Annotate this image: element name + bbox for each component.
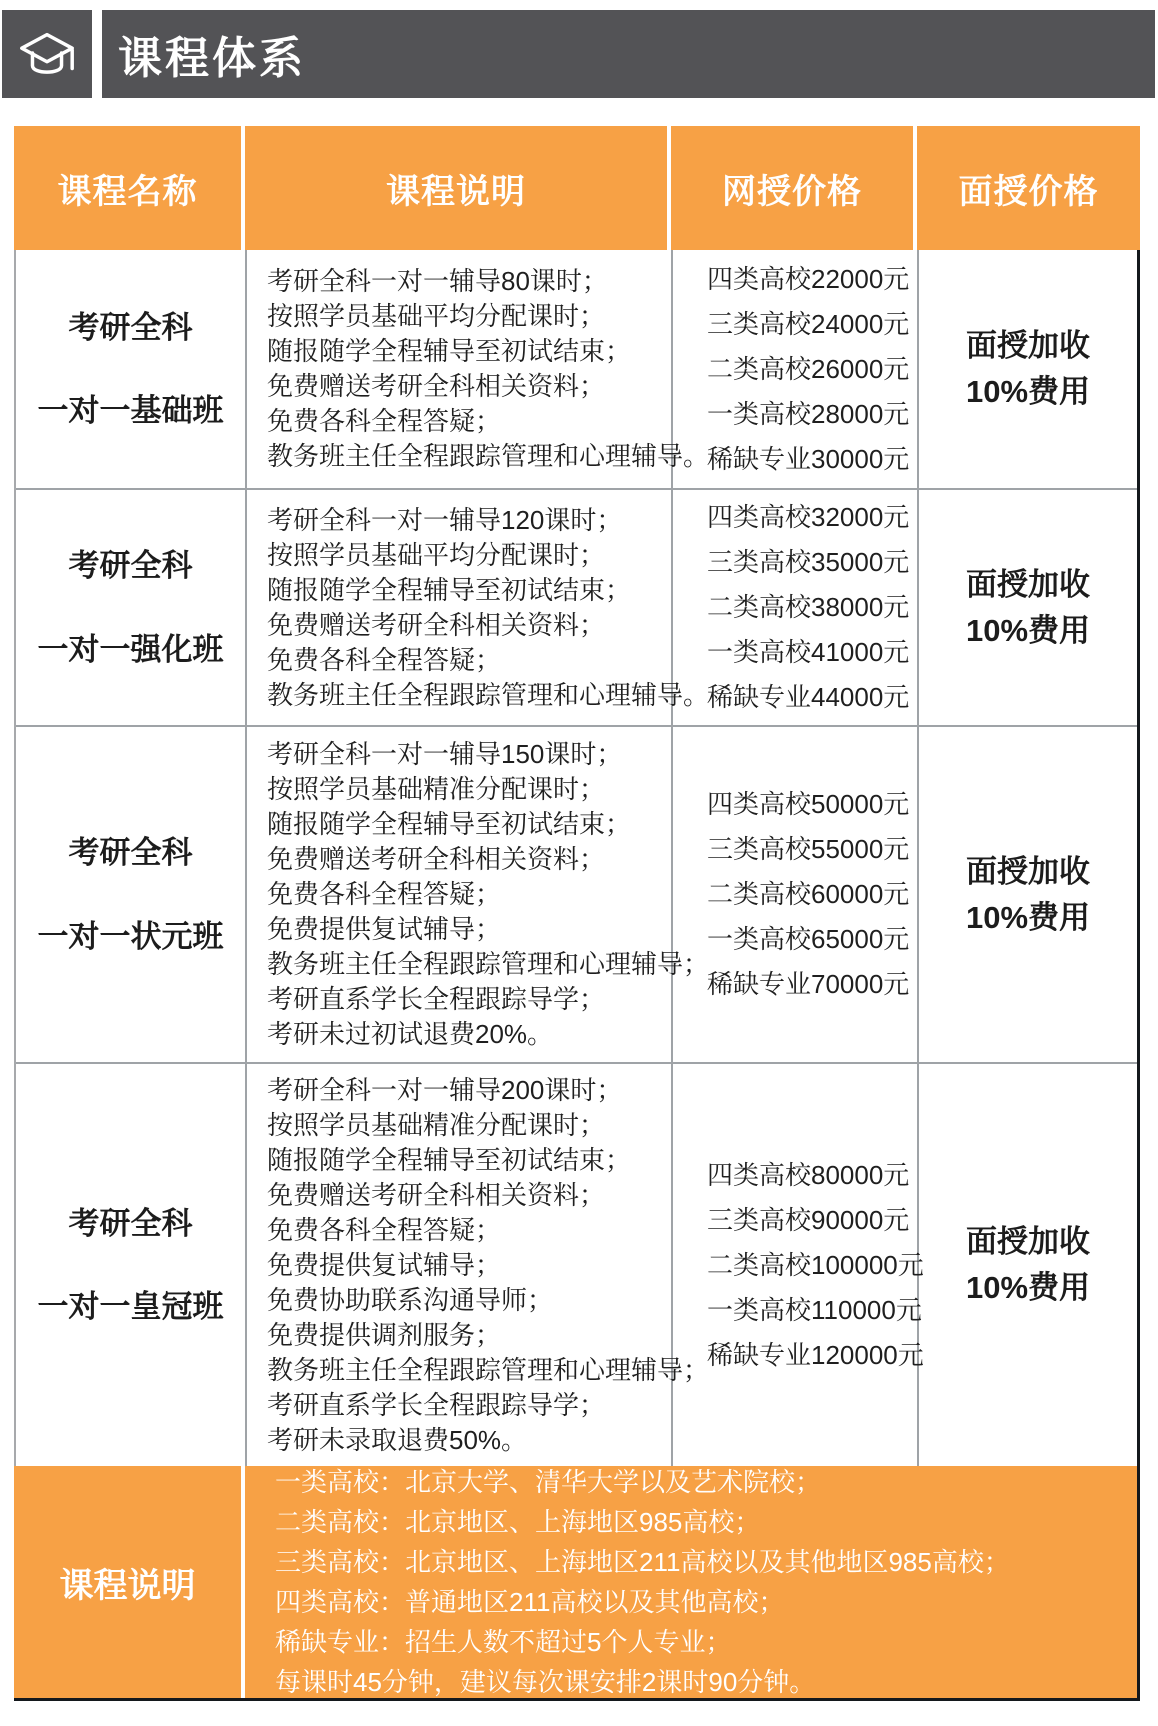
description-line: 考研未过初试退费20%。 — [267, 1019, 554, 1049]
page-title-bar — [102, 10, 1155, 98]
table-footer-row — [14, 1466, 1140, 1701]
description-cell — [247, 490, 710, 725]
description-cell — [247, 1064, 710, 1466]
description-line: 免费赠送考研全科相关资料； — [267, 609, 606, 640]
header-offline-price: 面授价格 — [958, 172, 1099, 211]
course-name-line: 考研全科 — [68, 1205, 193, 1241]
offline-price-line: 10%费用 — [965, 899, 1091, 935]
online-price-cell — [673, 727, 919, 1062]
course-name-line: 考研全科 — [68, 309, 193, 345]
description-line: 随报随学全程辅导至初试结束； — [267, 1144, 632, 1175]
graduation-cap-icon — [2, 10, 92, 98]
description-line: 教务班主任全程跟踪管理和心理辅导。 — [267, 679, 710, 710]
description-line: 考研直系学长全程跟踪导学； — [267, 984, 606, 1014]
graduation-cap-icon-svg — [16, 23, 78, 85]
course-name-line: 考研全科 — [68, 548, 193, 584]
course-table — [14, 126, 1140, 1701]
description-line: 考研全科一对一辅导150课时； — [267, 739, 623, 769]
description-line: 免费协助联系沟通导师； — [267, 1284, 554, 1315]
course-name-line: 一对一皇冠班 — [37, 1289, 224, 1324]
footer-note-line: 每课时45分钟，建议每次课安排2课时90分钟。 — [275, 1667, 816, 1697]
table-body — [14, 250, 1140, 1466]
online-price-line: 二类高校38000元 — [707, 592, 910, 622]
course-name-cell — [16, 490, 247, 725]
course-name-cell — [16, 250, 247, 488]
description-line: 教务班主任全程跟踪管理和心理辅导； — [267, 949, 710, 979]
table-row — [16, 727, 1137, 1064]
description-line: 按照学员基础精准分配课时； — [267, 1109, 606, 1140]
description-line: 按照学员基础平均分配课时； — [267, 301, 606, 331]
header-course-description: 课程说明 — [245, 126, 671, 250]
footer-note-line: 四类高校：普通地区211高校以及其他高校； — [275, 1587, 785, 1617]
online-price-line: 稀缺专业30000元 — [707, 443, 910, 474]
online-price-line: 稀缺专业44000元 — [707, 682, 910, 712]
offline-price-line: 面授加收 — [966, 566, 1090, 602]
course-name-line: 一对一状元班 — [37, 918, 224, 954]
online-price-line: 三类高校35000元 — [707, 547, 910, 577]
online-price-line: 二类高校26000元 — [707, 353, 910, 384]
description-line: 免费赠送考研全科相关资料； — [267, 371, 606, 401]
description-line: 免费赠送考研全科相关资料； — [267, 1179, 606, 1210]
footer-note-line: 稀缺专业：招生人数不超过5个人专业； — [275, 1627, 732, 1657]
description-line: 教务班主任全程跟踪管理和心理辅导。 — [267, 441, 710, 471]
description-line: 免费提供复试辅导； — [267, 914, 502, 944]
description-line: 免费各科全程答疑； — [267, 406, 502, 436]
description-line: 教务班主任全程跟踪管理和心理辅导； — [267, 1354, 710, 1385]
description-cell — [247, 727, 710, 1062]
online-price-cell — [673, 250, 919, 488]
description-line: 考研直系学长全程跟踪导学； — [267, 1389, 606, 1420]
online-price-line: 一类高校28000元 — [707, 398, 910, 429]
online-price-line: 稀缺专业70000元 — [707, 969, 910, 999]
online-price-line: 四类高校22000元 — [707, 263, 910, 294]
description-line: 免费提供调剂服务； — [267, 1319, 502, 1350]
description-line: 考研未录取退费50%。 — [267, 1424, 528, 1455]
course-name-line: 一对一基础班 — [37, 393, 224, 428]
online-price-line: 三类高校55000元 — [707, 834, 910, 864]
description-line: 随报随学全程辅导至初试结束； — [267, 809, 632, 839]
table-header-row — [14, 126, 1140, 250]
description-cell — [247, 250, 710, 488]
online-price-line: 三类高校90000元 — [707, 1204, 910, 1235]
description-line: 随报随学全程辅导至初试结束； — [267, 336, 632, 366]
offline-price-cell — [919, 1064, 1137, 1466]
online-price-line: 稀缺专业120000元 — [707, 1339, 924, 1370]
footer-label: 课程说明 — [14, 1466, 245, 1698]
online-price-line: 一类高校65000元 — [707, 924, 910, 954]
course-name-line: 一对一强化班 — [37, 631, 224, 667]
table-row — [16, 250, 1137, 490]
offline-price-cell — [919, 490, 1137, 725]
online-price-line: 二类高校60000元 — [707, 879, 910, 909]
header-course-name: 课程名称 — [14, 126, 245, 250]
online-price-line: 四类高校80000元 — [707, 1159, 910, 1190]
online-price-cell — [673, 1064, 924, 1466]
description-line: 按照学员基础精准分配课时； — [267, 774, 606, 804]
description-line: 考研全科一对一辅导200课时； — [267, 1074, 623, 1105]
course-name-cell — [16, 1064, 247, 1466]
online-price-line: 四类高校32000元 — [707, 502, 910, 532]
table-row — [16, 1064, 1137, 1466]
course-name-cell — [16, 727, 247, 1062]
offline-price-line: 面授加收 — [966, 328, 1090, 363]
offline-price-line: 10%费用 — [965, 374, 1091, 409]
online-price-line: 四类高校50000元 — [707, 789, 910, 819]
description-line: 考研全科一对一辅导120课时； — [267, 504, 623, 535]
online-price-cell — [673, 490, 919, 725]
offline-price-cell — [919, 727, 1137, 1062]
offline-price-line: 10%费用 — [965, 612, 1091, 648]
description-line: 免费各科全程答疑； — [267, 879, 502, 909]
offline-price-line: 10%费用 — [965, 1270, 1091, 1305]
online-price-line: 一类高校110000元 — [707, 1294, 922, 1325]
description-line: 免费各科全程答疑； — [267, 644, 502, 675]
description-line: 免费赠送考研全科相关资料； — [267, 844, 606, 874]
footer-note-line: 一类高校：北京大学、清华大学以及艺术院校； — [275, 1467, 822, 1497]
table-row — [16, 490, 1137, 727]
description-line: 随报随学全程辅导至初试结束； — [267, 574, 632, 605]
header-online-price: 网授价格 — [671, 126, 917, 250]
online-price-line: 二类高校100000元 — [707, 1249, 924, 1280]
footer-note-line: 二类高校：北京地区、上海地区985高校； — [275, 1507, 761, 1537]
description-line: 考研全科一对一辅导80课时； — [267, 266, 608, 296]
description-line: 免费各科全程答疑； — [267, 1214, 502, 1245]
description-line: 按照学员基础平均分配课时； — [267, 539, 606, 570]
footer-note-line: 三类高校：北京地区、上海地区211高校以及其他地区985高校； — [275, 1547, 1010, 1577]
page-title: 课程体系 — [118, 34, 306, 83]
offline-price-cell — [919, 250, 1137, 488]
footer-notes — [245, 1466, 1137, 1698]
online-price-line: 一类高校41000元 — [707, 637, 910, 667]
offline-price-line: 面授加收 — [966, 853, 1090, 889]
description-line: 免费提供复试辅导； — [267, 1249, 502, 1280]
online-price-line: 三类高校24000元 — [707, 308, 910, 339]
offline-price-line: 面授加收 — [966, 1224, 1090, 1259]
course-name-line: 考研全科 — [68, 835, 193, 871]
